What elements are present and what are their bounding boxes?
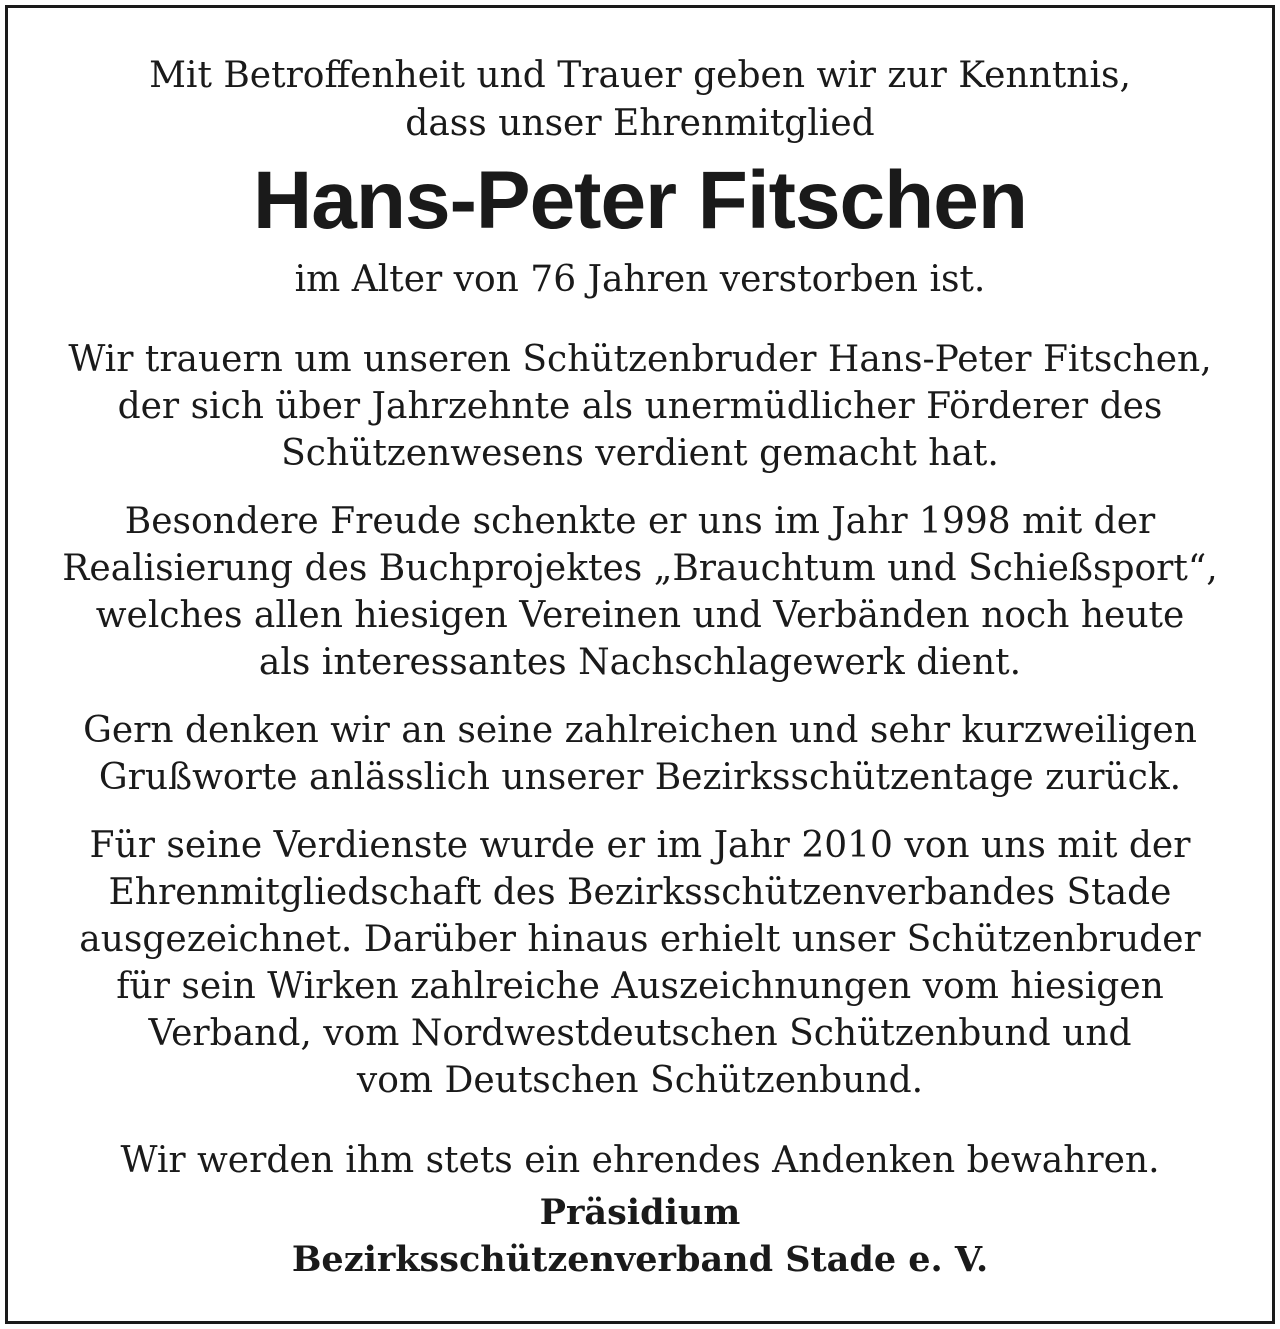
paragraph-line: Grußworte anlässlich unserer Bezirksschützentage zurück. [98,757,1182,798]
signature-title: Präsidium [539,1192,741,1233]
paragraph-line: Wir trauern um unseren Schützenbruder Hans-Peter Fitschen, [68,339,1212,380]
paragraph-line: Realisierung des Buchprojektes „Brauchtum und Schießsport“, [62,548,1218,589]
paragraph-line: vom Deutschen Schützenbund. [356,1060,924,1101]
paragraph-line: Verband, vom Nordwestdeutschen Schützenbund und [148,1013,1132,1054]
obituary-notice [5,5,1275,1324]
paragraph-line: für sein Wirken zahlreiche Auszeichnungen vom hiesigen [116,966,1164,1007]
intro-line-1: Mit Betroffenheit und Trauer geben wir zur Kenntnis, [149,55,1131,96]
intro-line-2: dass unser Ehrenmitglied [405,103,875,144]
deceased-name: Hans-Peter Fitschen [253,155,1027,246]
paragraph-line: als interessantes Nachschlagewerk dient. [258,642,1022,683]
age-line: im Alter von 76 Jahren verstorben ist. [294,259,986,300]
paragraph-line: Für seine Verdienste wurde er im Jahr 2010 von uns mit der [89,825,1191,866]
paragraph-line: ausgezeichnet. Darüber hinaus erhielt unser Schützenbruder [79,919,1201,960]
paragraph-line: Schützenwesens verdient gemacht hat. [281,433,999,474]
paragraph-line: Besondere Freude schenkte er uns im Jahr 1998 mit der [124,501,1156,542]
paragraph-line: welches allen hiesigen Vereinen und Verbänden noch heute [95,595,1185,636]
paragraph-line: der sich über Jahrzehnte als unermüdlicher Förderer des [117,386,1163,427]
paragraph-line: Ehrenmitgliedschaft des Bezirksschützenverbandes Stade [108,872,1172,913]
signature-organization: Bezirksschützenverband Stade e. V. [291,1239,989,1280]
closing-line: Wir werden ihm stets ein ehrendes Andenken bewahren. [120,1140,1160,1181]
paragraph-line: Gern denken wir an seine zahlreichen und sehr kurzweiligen [83,710,1197,751]
